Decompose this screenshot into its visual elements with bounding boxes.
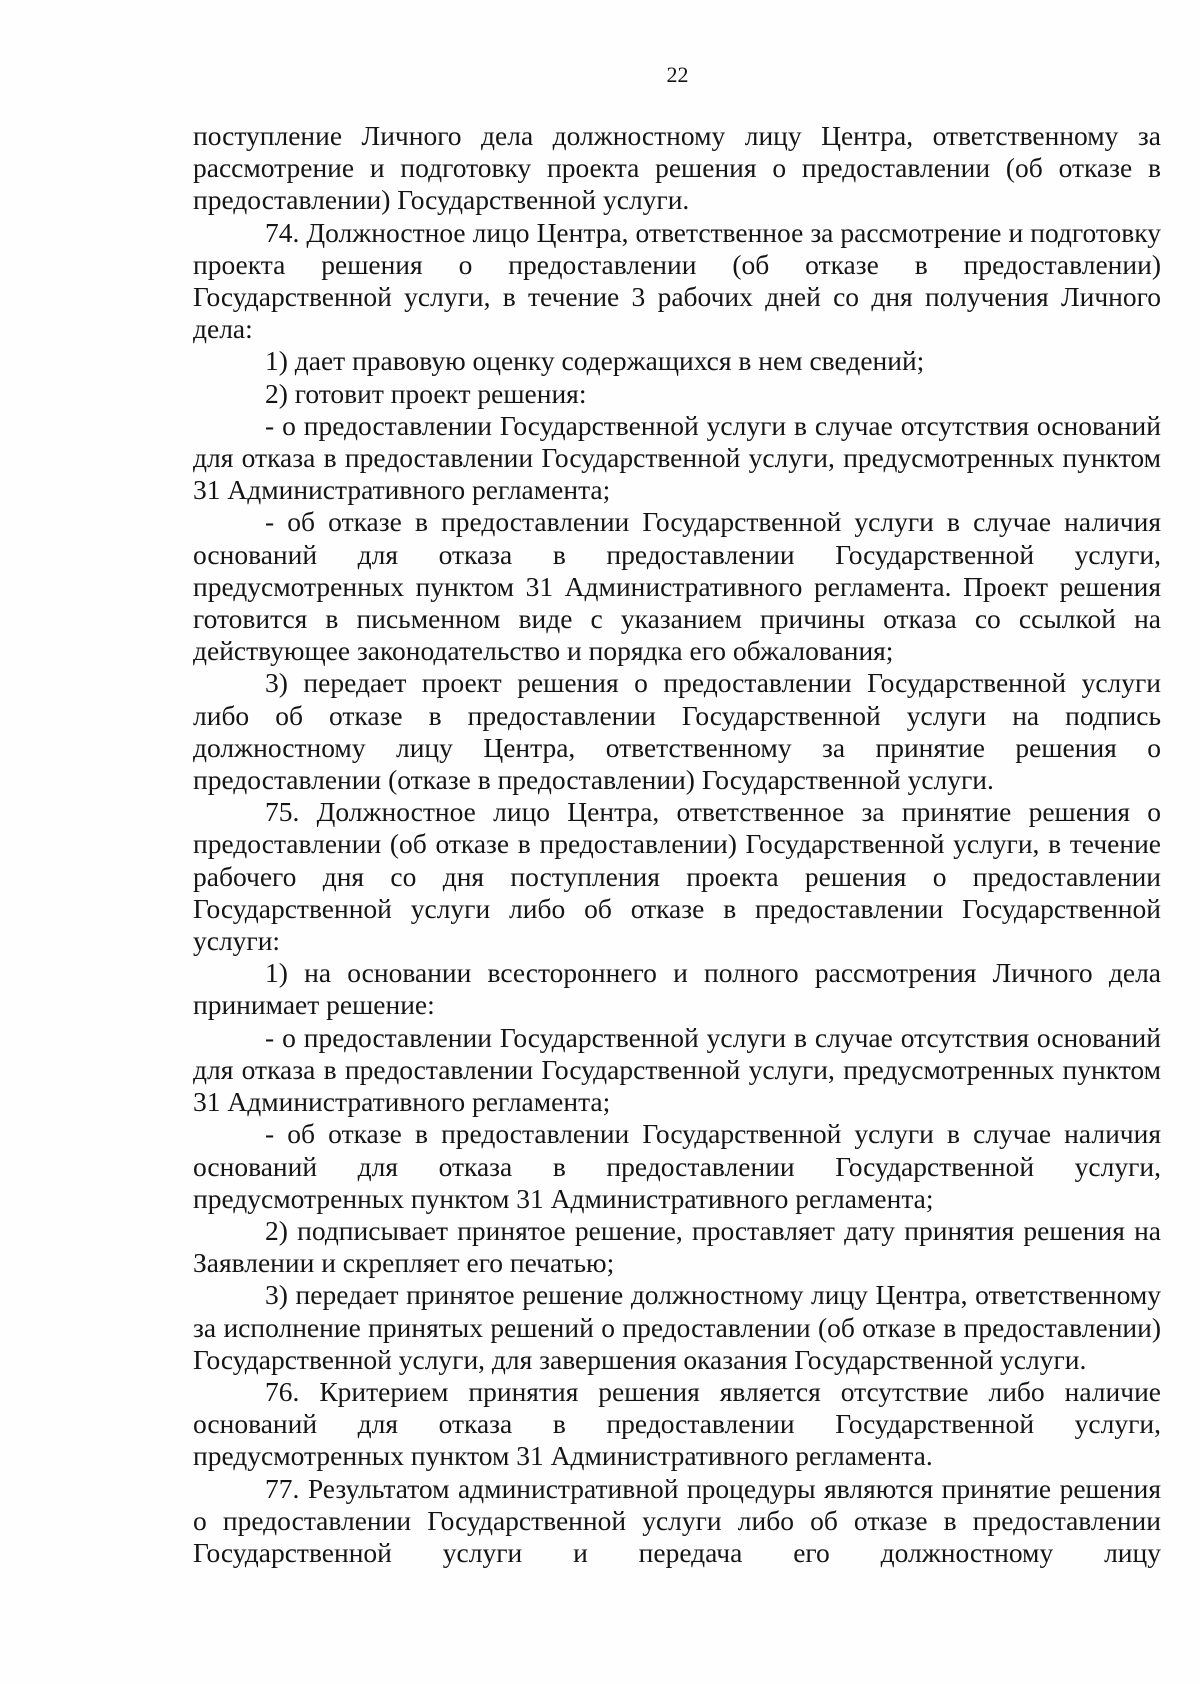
list-item-74-2-grant: - о предоставлении Государственной услуги в случае отсутствия оснований для отказа в предоставлении Государственной услуги, предусмотренных пунктом 31 Административного регламента; (193, 409, 1161, 506)
page-number: 22 (666, 62, 689, 87)
list-item-75-3: 3) передает принятое решение должностному лицу Центра, ответственному за исполнение принятых решений о предоставлении (об отказе в предоставлении) Государственной услуги, для завершения оказания Государственной услуги. (193, 1279, 1161, 1375)
paragraph-77: 77. Результатом административной процедуры являются принятие решения о предоставлении Государственной услуги либо об отказе в предоставлении Государственной услуги и передача его должностному лицу (193, 1472, 1161, 1568)
paragraph-76: 76. Критерием принятия решения является отсутствие либо наличие оснований для отказа в предоставлении Государственной услуги, предусмотренных пунктом 31 Административного регламента. (193, 1375, 1161, 1472)
list-item-74-2-refuse: - об отказе в предоставлении Государственной услуги в случае наличия оснований для отказа в предоставлении Государственной услуги, предусмотренных пунктом 31 Административного регламента. Проект решения готовится в письменном виде с указанием причины отказа со ссылкой на действующее законодательство и порядка его обжалования; (193, 506, 1161, 667)
paragraph-74: 74. Должностное лицо Центра, ответственное за рассмотрение и подготовку проекта решения о предоставлении (об отказе в предоставлении) Государственной услуги, в течение 3 рабочих дней со дня получения Личного дела: (193, 216, 1161, 345)
list-item-74-2: 2) готовит проект решения: (265, 377, 587, 409)
paragraph-75: 75. Должностное лицо Центра, ответственное за принятие решения о предоставлении (об отказе в предоставлении) Государственной услуги, в течение рабочего дня со дня поступления проекта решения о предоставлении Государственной услуги либо об отказе в предоставлении Государственной услуги: (193, 796, 1161, 957)
list-item-74-3: 3) передает проект решения о предоставлении Государственной услуги либо об отказе в предоставлении Государственной услуги на подпись должностному лицу Центра, ответственному за принятие решения о предоставлении (отказе в предоставлении) Государственной услуги. (193, 667, 1161, 796)
list-item-75-1-grant: - о предоставлении Государственной услуги в случае отсутствия оснований для отказа в предоставлении Государственной услуги, предусмотренных пунктом 31 Административного регламента; (193, 1021, 1161, 1118)
paragraph-continuation: поступление Личного дела должностному лицу Центра, ответственному за рассмотрение и подготовку проекта решения о предоставлении (об отказе в предоставлении) Государственной услуги. (193, 120, 1161, 216)
document-body (193, 120, 1161, 1569)
list-item-75-1: 1) на основании всестороннего и полного рассмотрения Личного дела принимает решение: (193, 957, 1161, 1021)
list-item-74-1: 1) дает правовую оценку содержащихся в нем сведений; (265, 345, 925, 377)
list-item-75-2: 2) подписывает принятое решение, проставляет дату принятия решения на Заявлении и скрепляет его печатью; (193, 1214, 1161, 1279)
list-item-75-1-refuse: - об отказе в предоставлении Государственной услуги в случае наличия оснований для отказа в предоставлении Государственной услуги, предусмотренных пунктом 31 Административного регламента; (193, 1118, 1161, 1214)
